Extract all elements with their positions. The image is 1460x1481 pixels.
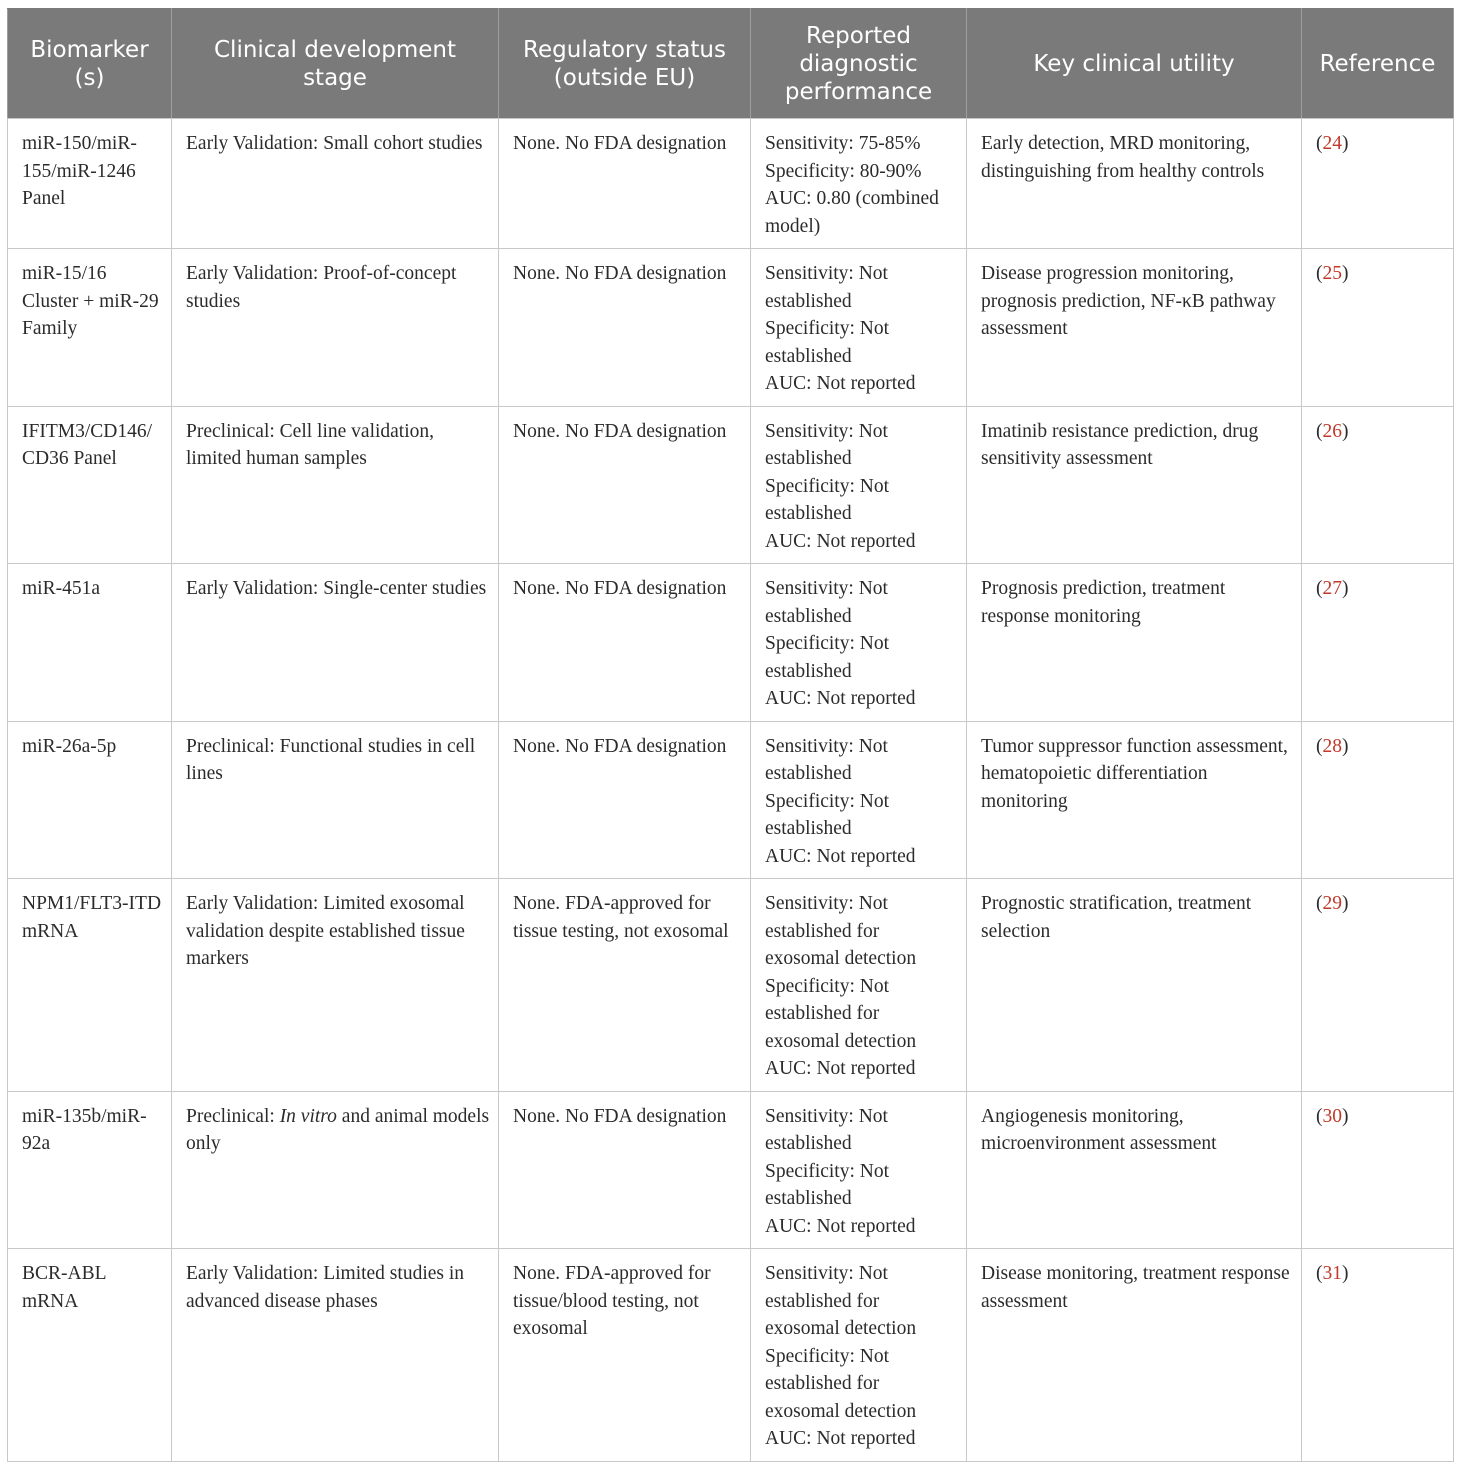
performance-auc: AUC: Not reported xyxy=(765,688,916,709)
cell-regulatory: None. No FDA designation xyxy=(499,119,751,249)
performance-auc: AUC: 0.80 (combined model) xyxy=(765,188,939,237)
stage-text: Early Validation: Single-center studies xyxy=(186,578,487,599)
cell-biomarker: IFITM3/CD146/CD36 Panel xyxy=(8,406,172,564)
cell-regulatory: None. No FDA designation xyxy=(499,249,751,407)
cell-utility: Early detection, MRD monitoring, distinguishing from healthy controls xyxy=(967,119,1302,249)
cell-performance xyxy=(751,119,967,249)
cell-regulatory: None. No FDA designation xyxy=(499,721,751,879)
table-row xyxy=(8,249,1454,407)
reference-link[interactable]: 30 xyxy=(1322,1105,1342,1127)
cell-utility: Prognostic stratification, treatment selection xyxy=(967,879,1302,1092)
cell-utility: Angiogenesis monitoring, microenvironment assessment xyxy=(967,1091,1302,1249)
cell-reference: (29) xyxy=(1302,879,1454,1092)
reference-link[interactable]: 25 xyxy=(1322,263,1342,284)
reference-link[interactable]: 26 xyxy=(1322,420,1342,442)
performance-sensitivity: Sensitivity: 75-85% xyxy=(765,133,921,154)
table-row xyxy=(8,721,1454,879)
performance-auc: AUC: Not reported xyxy=(765,1215,916,1237)
performance-specificity: Specificity: Not established for exosomal detection xyxy=(765,975,917,1052)
stage-text: Early Validation: Limited exosomal validation despite established tissue markers xyxy=(186,893,465,969)
cell-reference: (25) xyxy=(1302,249,1454,407)
reference-link[interactable]: 31 xyxy=(1322,1263,1342,1284)
cell-performance xyxy=(751,879,967,1092)
stage-text: Early Validation: Small cohort studies xyxy=(186,133,483,154)
table-row xyxy=(8,1091,1454,1249)
cell-reference: (28) xyxy=(1302,721,1454,879)
cell-stage xyxy=(172,406,499,564)
cell-biomarker: miR-451a xyxy=(8,564,172,722)
cell-stage xyxy=(172,721,499,879)
stage-text: Early Validation: Limited studies in advanced disease phases xyxy=(186,1263,465,1312)
performance-auc: AUC: Not reported xyxy=(765,373,916,394)
cell-reference: (30) xyxy=(1302,1091,1454,1249)
cell-biomarker: miR-150/miR-155/miR-1246 Panel xyxy=(8,119,172,249)
cell-regulatory: None. FDA-approved for tissue testing, not exosomal xyxy=(499,879,751,1092)
cell-stage xyxy=(172,119,499,249)
cell-regulatory: None. No FDA designation xyxy=(499,564,751,722)
cell-stage xyxy=(172,1249,499,1462)
performance-auc: AUC: Not reported xyxy=(765,530,916,552)
stage-text-tail: and animal models only xyxy=(186,1105,490,1154)
reference-link[interactable]: 24 xyxy=(1322,133,1342,154)
cell-performance xyxy=(751,1091,967,1249)
cell-performance xyxy=(751,1249,967,1462)
cell-regulatory: None. No FDA designation xyxy=(499,406,751,564)
stage-text: Early Validation: Proof-of-concept studies xyxy=(186,263,457,312)
cell-regulatory: None. No FDA designation xyxy=(499,1091,751,1249)
cell-stage xyxy=(172,564,499,722)
header-reference: Reference xyxy=(1302,9,1454,119)
table-row xyxy=(8,119,1454,249)
cell-performance xyxy=(751,564,967,722)
performance-specificity: Specificity: Not established xyxy=(765,633,890,682)
stage-text: Preclinical: Cell line validation, limited human samples xyxy=(186,420,435,469)
header-clinical-stage: Clinical development stage xyxy=(172,9,499,119)
table-header-row xyxy=(8,9,1454,119)
header-diagnostic-performance: Reported diagnostic performance xyxy=(751,9,967,119)
performance-specificity: Specificity: Not established xyxy=(765,790,890,839)
cell-biomarker: BCR-ABL mRNA xyxy=(8,1249,172,1462)
cell-utility: Prognosis prediction, treatment response monitoring xyxy=(967,564,1302,722)
cell-utility: Disease progression monitoring, prognosis prediction, NF-κB pathway assessment xyxy=(967,249,1302,407)
table-row xyxy=(8,564,1454,722)
header-regulatory-status: Regulatory status (outside EU) xyxy=(499,9,751,119)
cell-stage xyxy=(172,879,499,1092)
cell-utility: Disease monitoring, treatment response assessment xyxy=(967,1249,1302,1462)
cell-performance xyxy=(751,249,967,407)
cell-utility: Tumor suppressor function assessment, hematopoietic differentiation monitoring xyxy=(967,721,1302,879)
performance-sensitivity: Sensitivity: Not established xyxy=(765,420,888,469)
stage-italic: In vitro xyxy=(279,1105,337,1127)
performance-specificity: Specificity: Not established xyxy=(765,1160,890,1209)
performance-sensitivity: Sensitivity: Not established xyxy=(765,263,888,312)
performance-auc: AUC: Not reported xyxy=(765,845,916,867)
reference-link[interactable]: 28 xyxy=(1322,735,1342,757)
cell-performance xyxy=(751,406,967,564)
header-clinical-utility: Key clinical utility xyxy=(967,9,1302,119)
biomarker-table xyxy=(7,8,1454,1462)
cell-stage xyxy=(172,249,499,407)
stage-text: Preclinical: Functional studies in cell lines xyxy=(186,735,476,784)
cell-biomarker: miR-26a-5p xyxy=(8,721,172,879)
performance-specificity: Specificity: Not established xyxy=(765,318,890,367)
stage-text: Preclinical: xyxy=(186,1105,280,1127)
performance-sensitivity: Sensitivity: Not established xyxy=(765,735,888,784)
table-row xyxy=(8,406,1454,564)
cell-performance xyxy=(751,721,967,879)
performance-auc: AUC: Not reported xyxy=(765,1428,916,1449)
performance-sensitivity: Sensitivity: Not established xyxy=(765,578,888,627)
table-row xyxy=(8,1249,1454,1462)
performance-specificity: Specificity: Not established for exosomal detection xyxy=(765,1345,917,1422)
performance-auc: AUC: Not reported xyxy=(765,1058,916,1079)
cell-utility: Imatinib resistance prediction, drug sensitivity assessment xyxy=(967,406,1302,564)
performance-sensitivity: Sensitivity: Not established for exosomal detection xyxy=(765,1263,917,1339)
cell-reference: (27) xyxy=(1302,564,1454,722)
header-biomarker: Biomarker (s) xyxy=(8,9,172,119)
cell-biomarker: miR-15/16 Cluster + miR-29 Family xyxy=(8,249,172,407)
reference-link[interactable]: 29 xyxy=(1322,893,1342,914)
cell-reference: (26) xyxy=(1302,406,1454,564)
cell-biomarker: miR-135b/miR-92a xyxy=(8,1091,172,1249)
cell-reference: (31) xyxy=(1302,1249,1454,1462)
table-row xyxy=(8,879,1454,1092)
performance-sensitivity: Sensitivity: Not established for exosomal detection xyxy=(765,893,917,969)
performance-specificity: Specificity: 80-90% xyxy=(765,160,922,182)
cell-regulatory: None. FDA-approved for tissue/blood testing, not exosomal xyxy=(499,1249,751,1462)
reference-link[interactable]: 27 xyxy=(1322,578,1342,599)
performance-sensitivity: Sensitivity: Not established xyxy=(765,1105,888,1154)
performance-specificity: Specificity: Not established xyxy=(765,475,890,524)
cell-stage xyxy=(172,1091,499,1249)
cell-reference: (24) xyxy=(1302,119,1454,249)
cell-biomarker: NPM1/FLT3-ITD mRNA xyxy=(8,879,172,1092)
